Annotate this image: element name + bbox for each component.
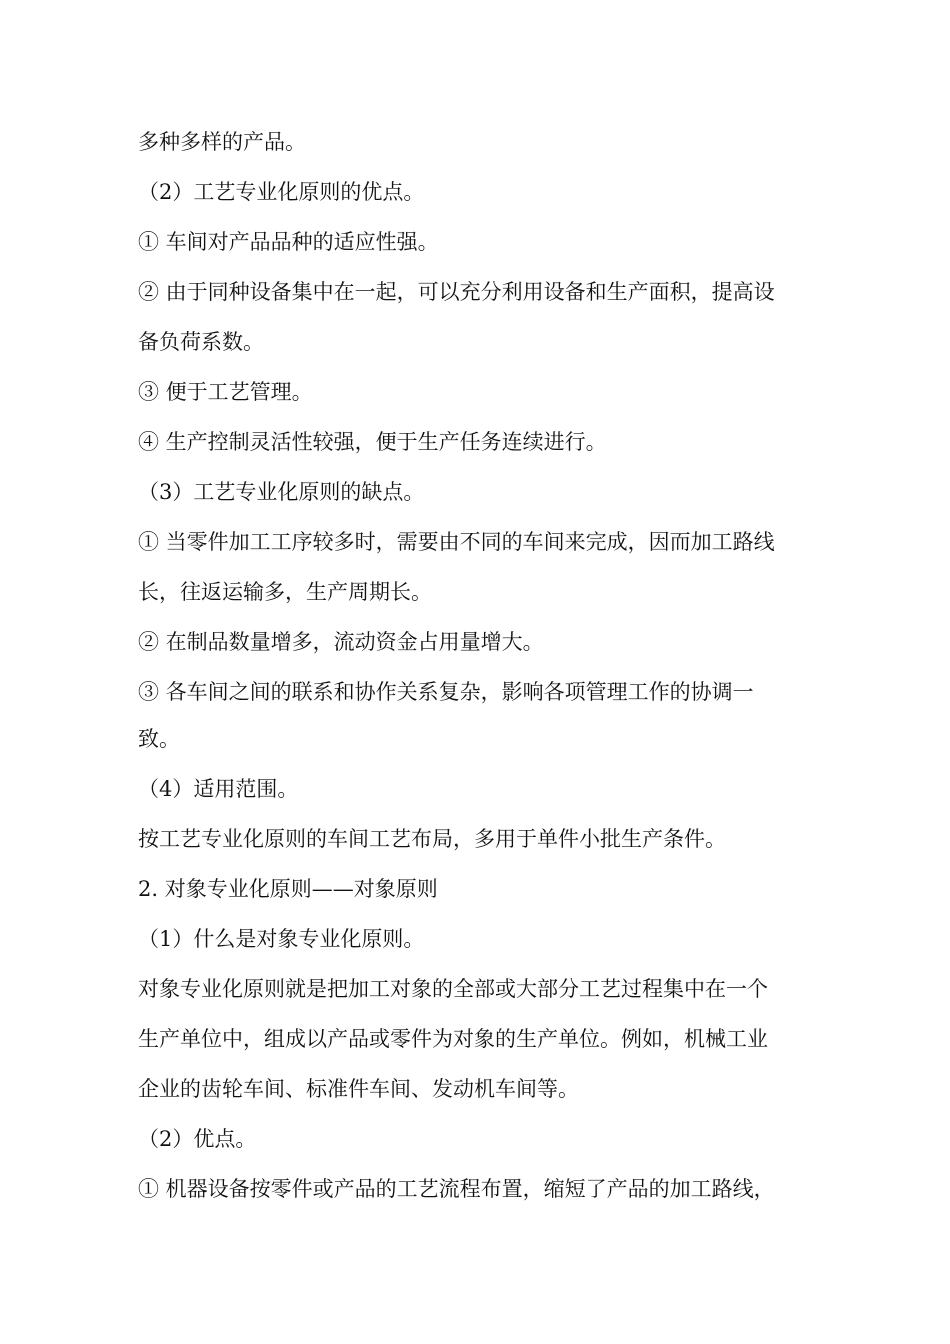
list-item: ② 由于同种设备集中在一起，可以充分利用设备和生产面积，提高设 xyxy=(138,280,775,304)
section-heading: （2）工艺专业化原则的优点。 xyxy=(138,180,425,204)
list-item: ① 机器设备按零件或产品的工艺流程布置，缩短了产品的加工路线， xyxy=(138,1177,775,1201)
list-item: ④ 生产控制灵活性较强，便于生产任务连续进行。 xyxy=(138,430,607,454)
paragraph-line: 企业的齿轮车间、标准件车间、发动机车间等。 xyxy=(138,1077,579,1101)
paragraph-line: 多种多样的产品。 xyxy=(138,130,306,154)
section-heading: （4）适用范围。 xyxy=(138,777,299,801)
paragraph-line: 对象专业化原则就是把加工对象的全部或大部分工艺过程集中在一个 xyxy=(138,977,768,1001)
list-item: ① 当零件加工工序较多时，需要由不同的车间来完成，因而加工路线 xyxy=(138,530,775,554)
section-heading: （3）工艺专业化原则的缺点。 xyxy=(138,480,425,504)
paragraph-line: 生产单位中，组成以产品或零件为对象的生产单位。例如，机械工业 xyxy=(138,1027,768,1051)
paragraph-line: 按工艺专业化原则的车间工艺布局，多用于单件小批生产条件。 xyxy=(138,827,726,851)
section-heading: （1）什么是对象专业化原则。 xyxy=(138,927,425,951)
list-item: ② 在制品数量增多，流动资金占用量增大。 xyxy=(138,630,544,654)
section-heading: （2）优点。 xyxy=(138,1127,257,1151)
paragraph-line: 致。 xyxy=(138,727,180,751)
list-item: ① 车间对产品品种的适应性强。 xyxy=(138,230,439,254)
section-heading: 2. 对象专业化原则——对象原则 xyxy=(138,877,438,901)
list-item: ③ 各车间之间的联系和协作关系复杂，影响各项管理工作的协调一 xyxy=(138,680,754,704)
list-item: ③ 便于工艺管理。 xyxy=(138,380,313,404)
paragraph-line: 备负荷系数。 xyxy=(138,330,264,354)
paragraph-line: 长，往返运输多，生产周期长。 xyxy=(138,580,432,604)
